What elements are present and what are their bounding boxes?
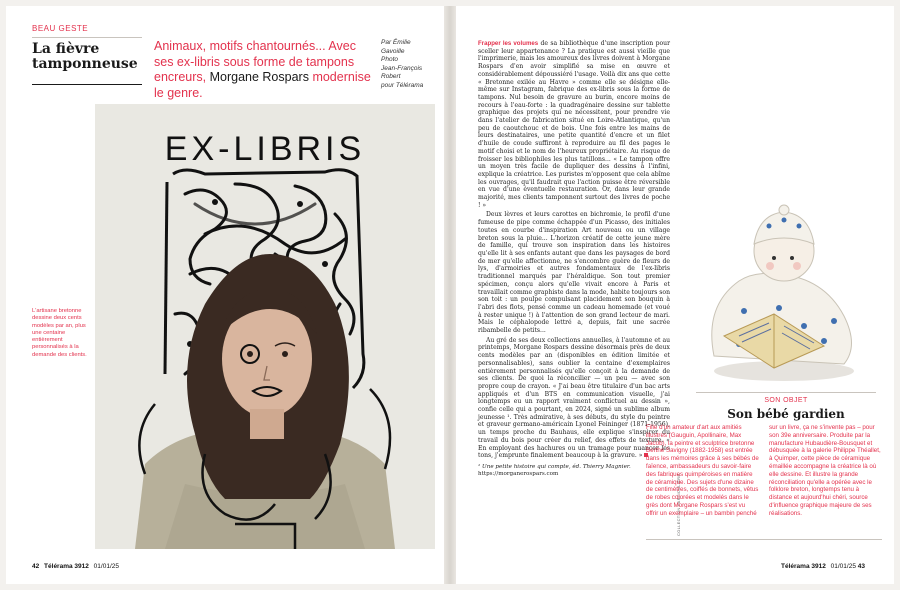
deck-red-2: modernise le genre. [154,70,371,100]
right-page [456,6,894,584]
magazine-spine [444,6,456,584]
section-rubric: BEAU GESTE [32,24,142,38]
lead-in: Frapper les volumes [478,40,539,47]
title-line-1: La fièvre [32,41,100,57]
article-body [478,40,670,478]
byline-line: Gavoille [381,47,405,55]
ex-libris-sign: EX-LIBRIS [164,130,366,168]
photo-caption: L'artisane bretonne dessine deux cents modèles par an, plus une centaine entièrement personnalisés à la demande des clients. [32,308,87,358]
sidebar-text [646,424,882,518]
page-number: 43 [857,563,865,570]
faience-baby-figurine [684,196,884,386]
byline-line: Photo [381,56,398,63]
artist-website-link[interactable]: https://morganerospars.com [478,470,559,477]
page-number: 42 [32,563,40,570]
page-folio-right [781,563,868,570]
issue-date: 01/01/25 [93,563,119,570]
footnote: ¹ Une petite histoire qui compte, éd. Thierry Magnier. [478,463,631,470]
sidebar-paragraph: sur un livre, ça ne s'invente pas – pour son 39e anniversaire. Produite par la manufacture Hubaudière-Bousquet et débusquée à la galerie Philippe Théallet, à Quimper, cette pièce de céramique émaillée accompagne la créatrice là où elle dessine. Et illustre la grande réconciliation qu'elle a opérée avec le folklore breton, longtemps tenu à distance et aujourd'hui chéri, source d'influence graphique majeure de ses réalisations. [769,424,881,517]
sidebar-column [646,424,759,518]
deck-red-1: Animaux, motifs chantournés... Avec ses ex-libris sous forme de tampons encreurs, [154,39,356,84]
portrait-illustration [95,104,435,549]
portrait-photo [95,104,435,549]
page-folio-left [32,563,119,570]
issue-date: 01/01/25 [830,563,856,570]
paragraph-text: Au gré de ses deux collections annuelles, à l'automne et au printemps, Morgane Rospars dessine désormais près de deux cents modèles par an (disponibles en édition limitée et personnalisables), sans oublier la centaine d'exemplaires entièrement personnalisés qu'elle conçoit à la demande de ses clients. De quoi la réconcilier — un peu — avec son propre coup de crayon. « J'ai beau être titulaire d'un bac arts appliqués et d'un BTS en communication visuelle, j'ai longtemps eu un rapport vraiment conflictuel au dessin », confie celle qui a pourtant, en 2024, signé un sublime album jeunesse ¹. Très admirative, à ses débuts, du style du peintre et graveur germano-américain Lyonel Feininger (1871-1956), un temps proche du Bauhaus, elle explique s'inspirer du travail du bois pour créer du relief, des effets de texture. « En employant des hachures ou un tramage pour nuancer les tons, j'emprunte finalement beaucoup à la gravure. » [478,336,670,460]
title-line-2: tamponneuse [32,56,138,72]
byline-line: Robert [381,73,401,80]
byline [381,39,441,90]
magazine-issue: Télérama 3912 [44,563,89,570]
left-page [6,6,444,584]
sidebar-column [769,424,882,518]
byline-line: Jean-François [381,64,423,72]
article-deck [154,39,376,101]
sidebar-title: Son bébé gardien [727,407,845,421]
photo-credit-text: COLLECTION PARTICULIÈRE [676,473,681,536]
sidebar-paragraph: Fille d'un amateur d'art aux amitiés illustres (Gauguin, Apollinaire, Max Jacob), la peintre et sculptrice bretonne Berthe Savigny (1882-1958) est entrée dans les mémoires grâce à ses bébés de faïence, ambassadeurs du savoir-faire des fabriques quimpéroises en matière de céramique. Des sujets d'une dizaine de centimètres, coiffés de bonnets, vêtus de robes colorées et modelés dans le grès dont Morgane Rospars s'est vu offrir un exemplaire – un bambin penché [646,424,759,517]
sidebar-bottom-rule [646,539,882,540]
sidebar-rule [696,392,876,393]
byline-line: Par Émilie [381,39,411,46]
article-title [32,42,142,85]
article-paragraph [478,337,670,460]
deck-author-name: Morgane Rospars [209,70,309,84]
article-paragraph [478,40,670,209]
paragraph-text: de sa bibliothèque d'une inscription pour sceller leur appartenance ? La pratique est aussi vieille que l'imprimerie, mais les amoureux des livres doivent à Morgane Rospars d'en avoir simplifié sa mise en œuvre et considérablement dépoussiéré l'usage. Voilà dix ans que cette « Bretonne exilée au Havre » comme elle se désigne elle-même sur Instagram, fabrique des ex-libris sous la forme de tampons. Nul besoin de gravure au burin, encore moins de recours à l'eau-forte : la quadragénaire dessine sur tablette graphique des projets qui ne nécessitent, pour prendre vie dans l'atelier de fabrication situé en Loire-Atlantique, qu'un peu de caoutchouc et de bois. Une fois entre les mains de leurs destinataires, une petite quantité d'encre et un filet d'huile de coude suffiront à reproduire au fil des pages le motif choisi et le nom de l'heureux propriétaire. Au risque de froisser les bibliophiles les plus tatillons... « Le tampon offre un moyen très facile de dupliquer des dessins à l'infini, explique la créatrice. Les puristes m'opposent que cela abîme les ouvrages, qu'il faudrait que l'action puisse être réversible en vue d'une éventuelle restauration. Or, dans leur grande majorité, mes clients tamponnent surtout des livres de poche ! » [478,40,670,209]
sidebar-rubric: SON OBJET [764,397,808,404]
byline-line: pour Télérama [381,81,424,89]
magazine-issue: Télérama 3912 [781,563,826,570]
article-paragraph: Deux lèvres et leurs carottes en bichromie, le profil d'une fumeuse de pipe comme échappée d'un Picasso, des initiales toutes en courbe d'inspiration Art nouveau ou un village breton sous la pluie... L'horizon créatif de cette jeune mère de famille, qui trouve son inspiration dans les histoires qu'elle lit à ses enfants autant que dans les paysages de bord de mer qu'elle affectionne, ne s'encombre guère de fleurs de lys, d'armoiries et autres fondamentaux de l'ex-libris traditionnel marqués par l'héraldique. Son tout premier spécimen, conçu alors qu'elle vivait encore à Paris et travaillait comme graphiste dans la mode, habite toujours son son toit : un poulpe compulsant placidement son bouquin à l'abri des flots, pensé comme un cadeau homemade (et voué à rester unique !) à l'attention de son grand lecteur de mari. Mais le céphalopode lettré a, depuis, fait une sacrée ribambelle de petits... [478,211,670,335]
